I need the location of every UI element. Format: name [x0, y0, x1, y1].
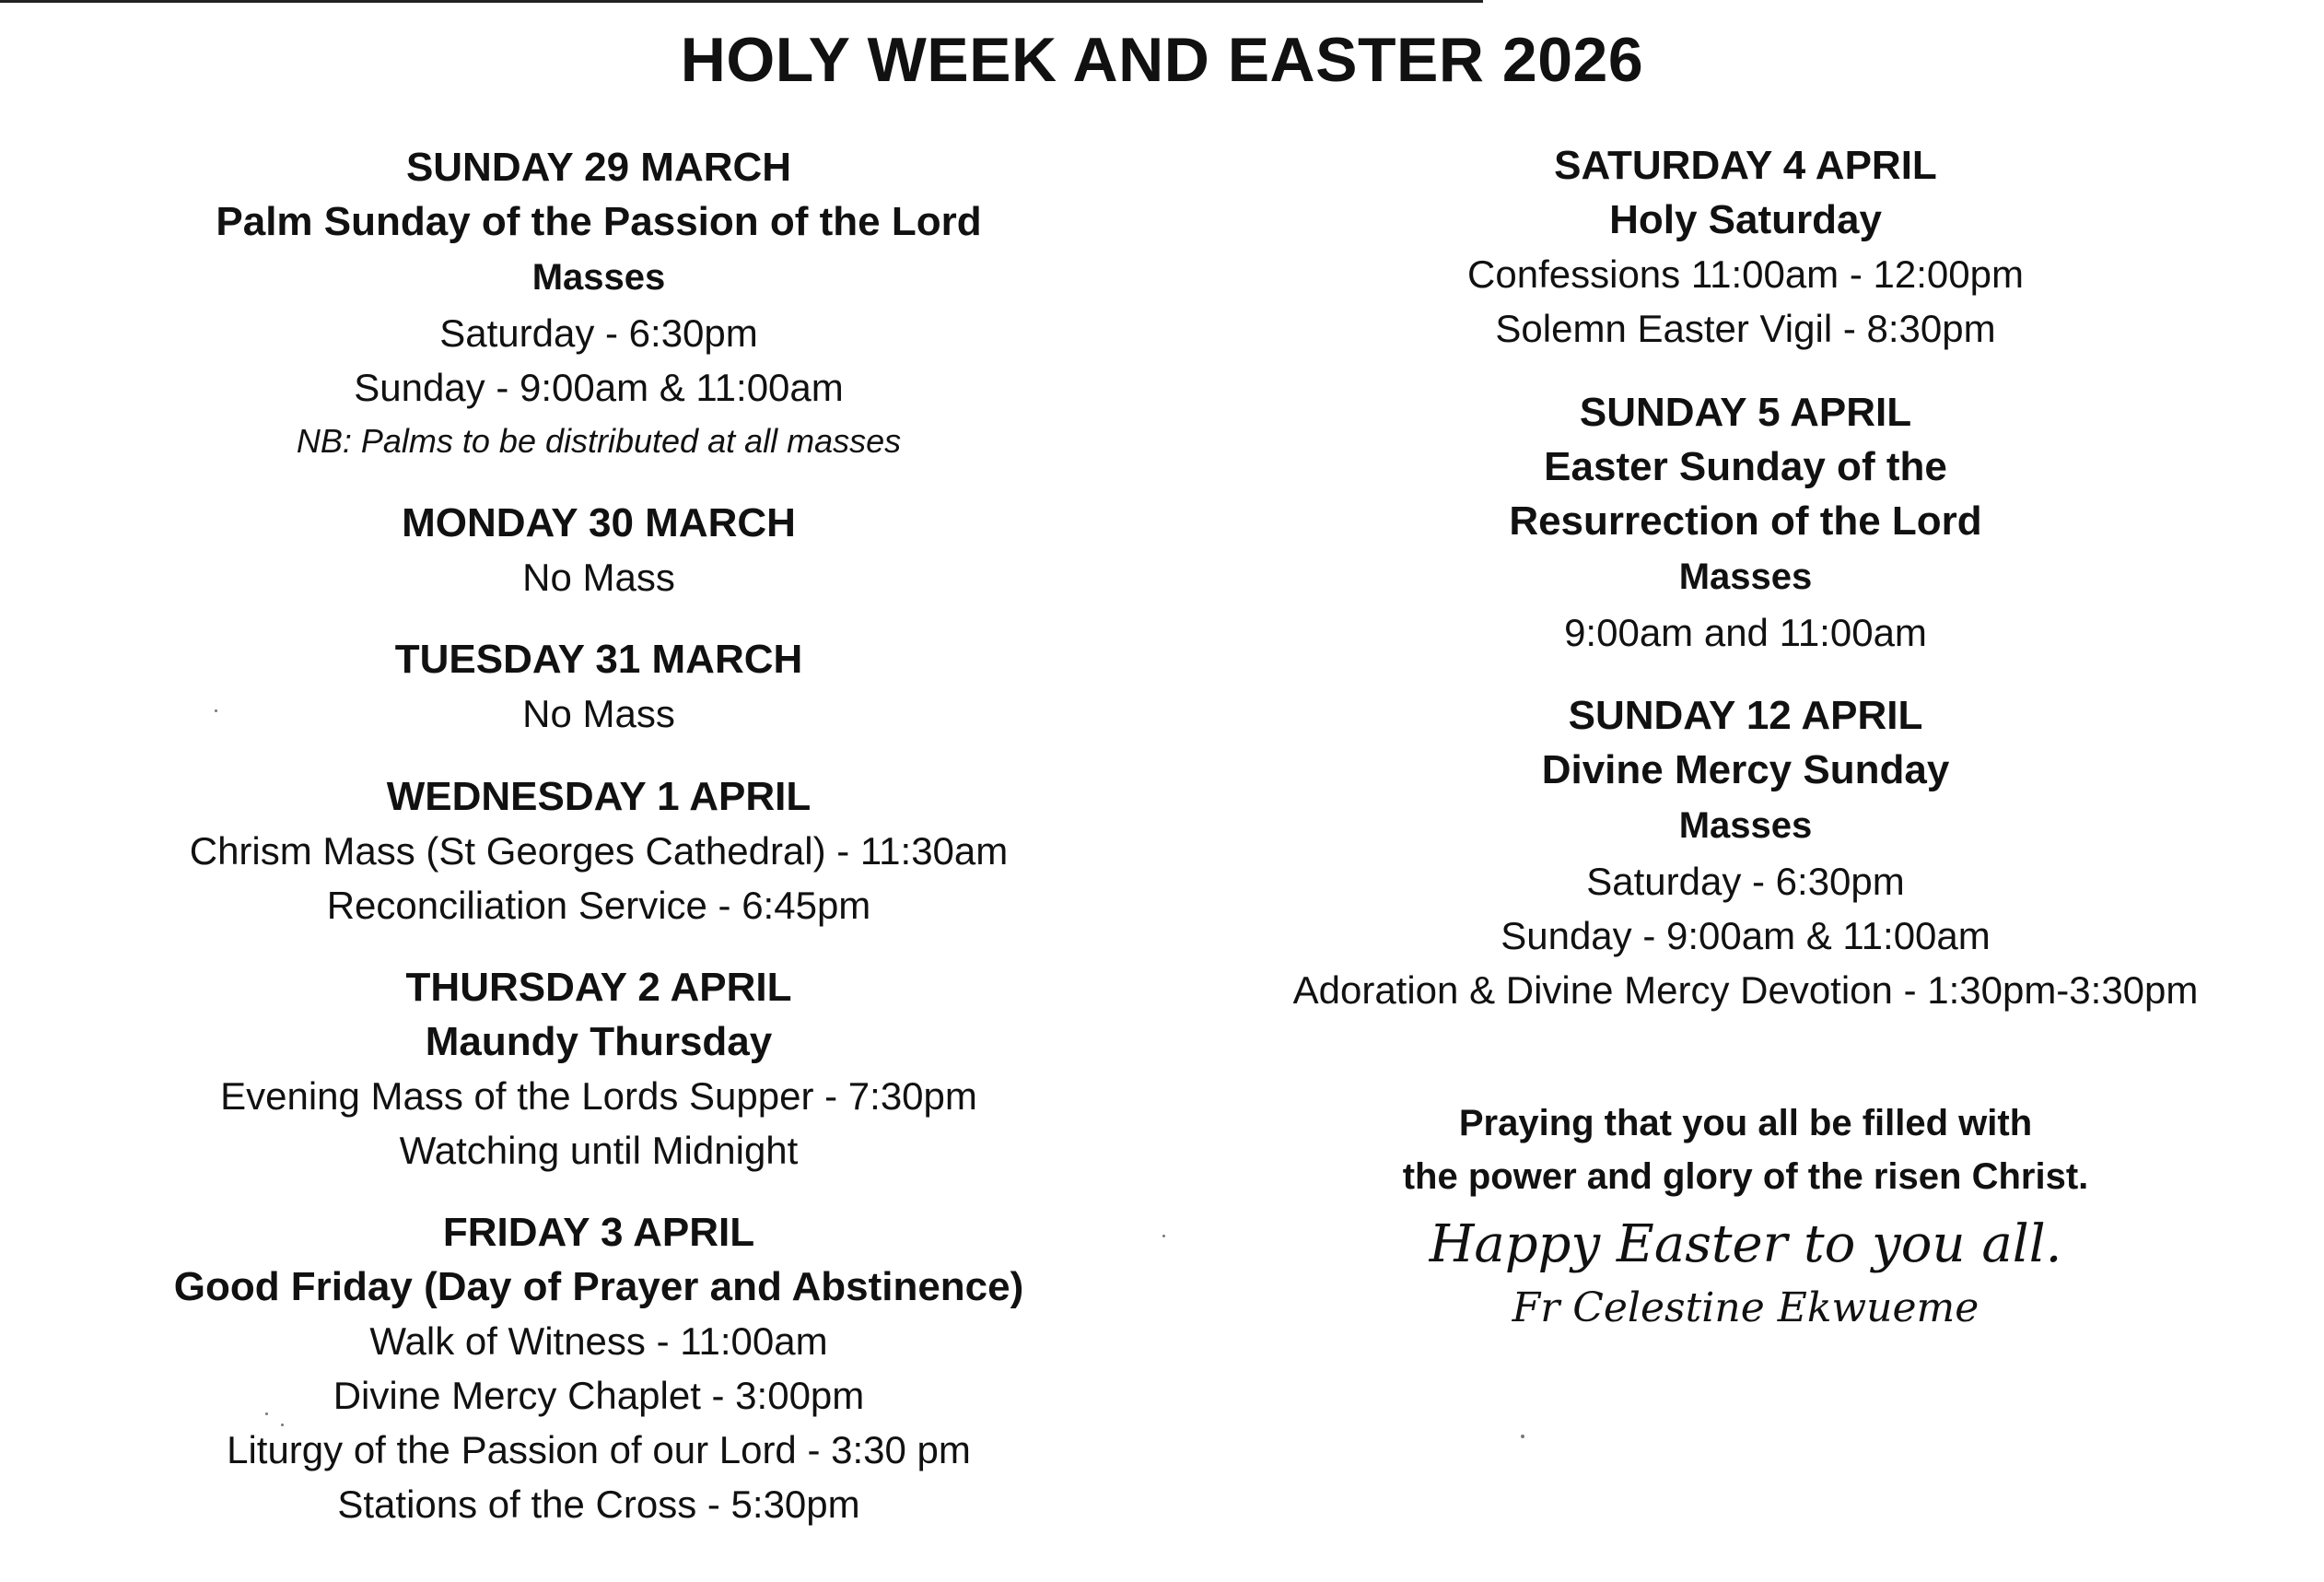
schedule-line: Saturday - 6:30pm	[1586, 860, 1905, 903]
section-tuesday-31-march	[37, 632, 1161, 741]
feast-title: Good Friday (Day of Prayer and Abstinence)	[173, 1264, 1024, 1309]
closing-message	[1161, 1096, 2324, 1336]
schedule-line: Stations of the Cross - 5:30pm	[337, 1482, 860, 1526]
easter-greeting: Happy Easter to you all.	[1429, 1214, 2062, 1274]
day-heading: THURSDAY 2 APRIL	[405, 965, 792, 1010]
section-thursday-2-april	[37, 960, 1161, 1178]
day-heading: SATURDAY 4 APRIL	[1554, 143, 1937, 188]
day-heading: WEDNESDAY 1 APRIL	[386, 774, 812, 819]
blessing-line: the power and glory of the risen Christ.	[1402, 1156, 2089, 1197]
schedule-line: 9:00am and 11:00am	[1564, 611, 1927, 654]
masses-subheading: Masses	[1678, 805, 1813, 846]
schedule-line: Chrism Mass (St Georges Cathedral) - 11:30am	[189, 829, 1009, 873]
right-column	[1161, 138, 2324, 1336]
day-heading: FRIDAY 3 APRIL	[442, 1210, 755, 1255]
schedule-line: Divine Mercy Chaplet - 3:00pm	[333, 1374, 865, 1417]
section-monday-30-march	[37, 496, 1161, 604]
day-heading: SUNDAY 5 APRIL	[1579, 390, 1912, 435]
schedule-line: Walk of Witness - 11:00am	[369, 1319, 828, 1363]
section-sunday-29-march	[37, 140, 1161, 468]
page-title: HOLY WEEK AND EASTER 2026	[680, 25, 1644, 95]
schedule-line: Sunday - 9:00am & 11:00am	[1501, 914, 1991, 957]
feast-title: Divine Mercy Sunday	[1541, 747, 1950, 792]
scan-speck	[1162, 1235, 1165, 1237]
day-heading: TUESDAY 31 MARCH	[394, 637, 803, 682]
day-heading: SUNDAY 12 APRIL	[1568, 693, 1923, 738]
left-column	[37, 140, 1161, 1531]
schedule-line: Saturday - 6:30pm	[439, 311, 758, 355]
schedule-line: Solemn Easter Vigil - 8:30pm	[1495, 307, 1996, 350]
scan-speck	[215, 709, 217, 712]
section-wednesday-1-april	[37, 769, 1161, 932]
day-heading: MONDAY 30 MARCH	[402, 500, 796, 545]
signature: Fr Celestine Ekwueme	[1512, 1284, 1979, 1331]
masses-subheading: Masses	[531, 257, 666, 298]
blessing-line: Praying that you all be filled with	[1458, 1103, 2033, 1143]
section-saturday-4-april	[1161, 138, 2324, 356]
section-friday-3-april	[37, 1205, 1161, 1531]
palms-note: NB: Palms to be distributed at all masses	[296, 422, 902, 460]
section-sunday-12-april	[1161, 688, 2324, 1017]
day-heading: SUNDAY 29 MARCH	[405, 145, 792, 190]
scan-speck	[265, 1412, 268, 1415]
schedule-line: Sunday - 9:00am & 11:00am	[354, 366, 844, 409]
schedule-line: No Mass	[522, 692, 675, 735]
schedule-line: No Mass	[522, 556, 675, 599]
schedule-line: Evening Mass of the Lords Supper - 7:30pm	[220, 1074, 977, 1118]
feast-title: Palm Sunday of the Passion of the Lord	[216, 199, 982, 244]
section-sunday-5-april	[1161, 385, 2324, 660]
scan-speck	[281, 1424, 284, 1426]
scan-speck	[1521, 1435, 1524, 1438]
feast-title: Easter Sunday of the	[1544, 444, 1947, 489]
masses-subheading: Masses	[1678, 557, 1813, 597]
schedule-line: Reconciliation Service - 6:45pm	[326, 884, 871, 927]
schedule-line: Confessions 11:00am - 12:00pm	[1467, 252, 2024, 296]
top-border-line	[0, 0, 1483, 3]
feast-title: Maundy Thursday	[425, 1019, 773, 1064]
schedule-line: Liturgy of the Passion of our Lord - 3:30 pm	[227, 1428, 971, 1471]
schedule-line: Adoration & Divine Mercy Devotion - 1:30pm-3:30pm	[1292, 968, 2199, 1012]
feast-title: Resurrection of the Lord	[1509, 498, 1982, 544]
feast-title: Holy Saturday	[1609, 197, 1882, 242]
schedule-line: Watching until Midnight	[399, 1129, 799, 1172]
